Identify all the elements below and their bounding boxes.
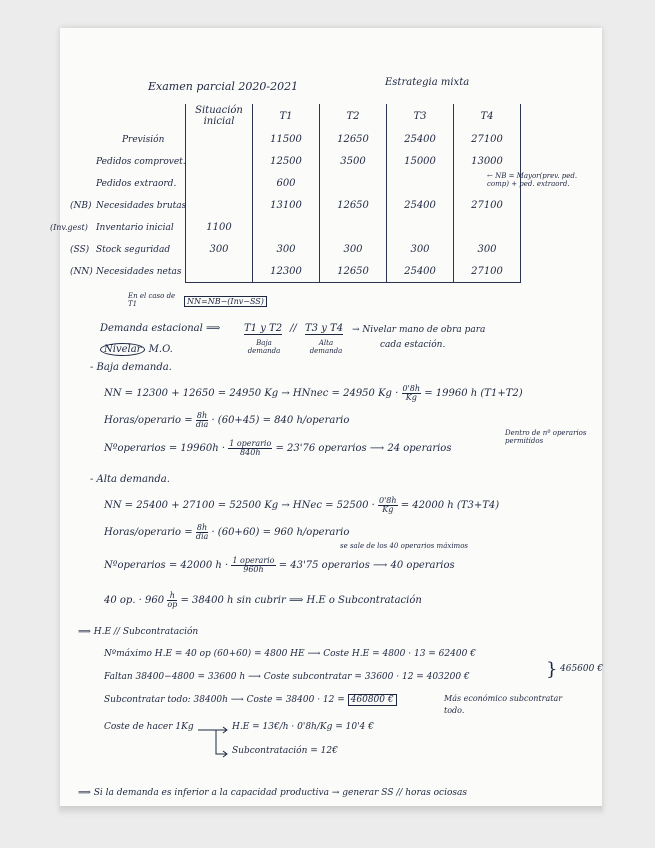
fraction-numerator: h xyxy=(167,592,177,601)
hours-per-worker-label: Horas/operario = xyxy=(104,527,193,538)
exceeds-limit-note: se sale de los 40 operarios máximos xyxy=(340,542,468,550)
table-cell: 12500 xyxy=(253,150,320,172)
worker-per-hours-fraction xyxy=(231,557,275,574)
subcontract-all-line xyxy=(104,695,397,705)
fraction-numerator: 0'8h xyxy=(402,384,421,393)
overtime-cost-line: Nºmáximo H.E = 40 op (60+60) = 4800 HE ⟶ Coste H.E = 4800 · 13 = 62400 € xyxy=(104,649,476,659)
fraction-denominator: día xyxy=(195,532,209,541)
table-cell: 300 xyxy=(454,238,521,260)
table-cell xyxy=(253,216,320,238)
strategy-label: Estrategia mixta xyxy=(385,77,470,88)
hours-per-operator-fraction xyxy=(167,592,177,609)
table-row xyxy=(186,128,521,150)
workers-calc-label: Nºoperarios = 19960h · xyxy=(104,443,226,454)
table-cell: 300 xyxy=(253,238,320,260)
fraction-numerator: 1 operario xyxy=(232,556,275,565)
nivelar-heading xyxy=(100,344,173,355)
table-cell: 300 xyxy=(387,238,454,260)
table-cell xyxy=(186,260,253,283)
overtime-section-title: ⟹ H.E // Subcontratación xyxy=(78,627,199,637)
table-cell: 27100 xyxy=(454,194,521,216)
table-cell: 13100 xyxy=(253,194,320,216)
workers-calc-result: = 23'76 operarios ⟶ 24 operarios xyxy=(275,443,452,454)
nivelar-circled: Nivelar xyxy=(100,343,145,356)
table-row xyxy=(186,216,521,238)
table-cell: 13000 xyxy=(454,150,521,172)
within-limit-note: Dentro de nº operarios permitidos xyxy=(505,429,587,445)
col-header-t2: T2 xyxy=(320,104,387,128)
low-demand-quarters: T1 y T2 xyxy=(244,323,283,334)
high-demand-label: Alta demanda xyxy=(309,339,343,355)
table-cell: 12650 xyxy=(320,194,387,216)
branch-arrows xyxy=(196,724,230,762)
table-cell xyxy=(186,150,253,172)
high-demand-workers-line xyxy=(104,557,455,574)
low-demand-hours-line xyxy=(104,412,349,429)
row-label-nn: Necesidades netas xyxy=(96,267,182,277)
table-cell: 3500 xyxy=(320,150,387,172)
nivelar-heading-rest: M.O. xyxy=(145,344,173,355)
table-cell: 12650 xyxy=(320,128,387,150)
table-cell: 12650 xyxy=(320,260,387,283)
table-cell: 25400 xyxy=(387,260,454,283)
high-demand-hours-line xyxy=(104,524,349,541)
exam-title: Examen parcial 2020-2021 xyxy=(148,80,299,93)
fraction-denominator: 840h xyxy=(240,448,261,457)
level-workforce-note-2: cada estación. xyxy=(380,340,446,350)
row-label-nb: Necesidades brutas xyxy=(96,201,187,211)
subcontract-rest-line: Faltan 38400−4800 = 33600 h ⟶ Coste subcontratar = 33600 · 12 = 403200 € xyxy=(104,672,470,682)
high-demand-rate-fraction xyxy=(378,497,398,514)
row-prefix-inv: (Inv.gest) xyxy=(50,223,88,232)
table-cell: 300 xyxy=(186,238,253,260)
table-cell: 25400 xyxy=(387,194,454,216)
table-row xyxy=(186,238,521,260)
fraction-denominator: Kg xyxy=(382,505,394,514)
unit-cost-title: Coste de hacer 1Kg xyxy=(104,722,194,732)
row-prefix-nn: (NN) xyxy=(70,267,93,277)
hours-per-worker-result: · (60+60) = 960 h/operario xyxy=(211,527,350,538)
row-label-ss: Stock seguridad xyxy=(96,245,171,255)
demand-line: Demanda estacional ⟹ xyxy=(100,323,221,334)
high-demand-nn-line xyxy=(104,497,499,514)
col-header-initial: Situación inicial xyxy=(186,104,253,128)
table-row xyxy=(186,194,521,216)
table-cell: 600 xyxy=(253,172,320,194)
table-cell: 11500 xyxy=(253,128,320,150)
subcontract-all-text: Subcontratar todo: 38400h ⟶ Coste = 38400 · 12 = xyxy=(104,695,345,705)
workers-calc-result: = 43'75 operarios ⟶ 40 operarios xyxy=(278,560,455,571)
conclusion-line: ⟹ Si la demanda es inferior a la capacidad productiva → generar SS // horas ociosas xyxy=(78,788,467,798)
unit-cost-overtime: H.E = 13€/h · 0'8h/Kg = 10'4 € xyxy=(232,722,374,732)
table-cell xyxy=(320,172,387,194)
capacity-line xyxy=(104,592,422,609)
workers-calc-label: Nºoperarios = 42000 h · xyxy=(104,560,229,571)
worker-per-hours-fraction xyxy=(228,440,272,457)
nb-side-note: ← NB = Mayor(prev. ped. comp) + ped. extraord. xyxy=(487,172,578,189)
table-cell: 27100 xyxy=(454,128,521,150)
col-header-t1: T1 xyxy=(253,104,320,128)
table-cell: 300 xyxy=(320,238,387,260)
fraction-numerator: 8h xyxy=(196,411,208,420)
cheaper-note: Más económico subcontratar xyxy=(444,694,563,703)
high-demand-hours-result: = 42000 h (T3+T4) xyxy=(400,500,500,511)
table-cell xyxy=(320,216,387,238)
high-demand-nn-text: NN = 25400 + 27100 = 52500 Kg → HNec = 52500 · xyxy=(104,500,375,511)
fraction-denominator: 960h xyxy=(243,565,264,574)
table-cell xyxy=(186,172,253,194)
unit-cost-subcontract: Subcontratación = 12€ xyxy=(232,746,338,756)
row-label-pedidos-extra: Pedidos extraord. xyxy=(96,179,177,189)
capacity-result: = 38400 h sin cubrir ⟹ H.E o Subcontratación xyxy=(180,595,422,606)
high-demand-quarters: T3 y T4 xyxy=(305,323,344,334)
col-header-t4: T4 xyxy=(454,104,521,128)
demand-separator: // xyxy=(290,323,297,334)
table-cell xyxy=(454,216,521,238)
row-label-inv: Inventario inicial xyxy=(96,223,174,233)
table-row xyxy=(186,150,521,172)
fraction-numerator: 0'8h xyxy=(379,496,397,505)
table-row xyxy=(186,260,521,283)
capacity-calc: 40 op. · 960 xyxy=(104,595,165,606)
fraction-numerator: 1 operario xyxy=(229,439,272,448)
table-cell: 12300 xyxy=(253,260,320,283)
cheaper-note-2: todo. xyxy=(444,706,465,715)
level-workforce-note: → Nivelar mano de obra para xyxy=(352,325,486,335)
low-demand-workers-line xyxy=(104,440,451,457)
total-brace: } xyxy=(546,659,558,680)
col-header-t3: T3 xyxy=(387,104,454,128)
low-demand-label: Baja demanda xyxy=(247,339,281,355)
t1-case-note: En el caso de T1 xyxy=(128,292,176,308)
row-label-pedidos-comp: Pedidos comprovet. xyxy=(96,157,186,167)
table-row xyxy=(186,172,521,194)
low-demand-hours-result: = 19960 h (T1+T2) xyxy=(424,388,523,399)
table-cell: 27100 xyxy=(454,260,521,283)
low-demand-nn-line xyxy=(104,385,523,402)
table-cell: 1100 xyxy=(186,216,253,238)
fraction-denominator: Kg xyxy=(405,393,417,402)
page-shadow xyxy=(60,806,602,816)
hours-per-worker-result: · (60+45) = 840 h/operario xyxy=(211,415,350,426)
subcontract-all-total: 460800 € xyxy=(348,694,397,706)
low-demand-title: - Baja demanda. xyxy=(90,362,172,373)
high-demand-title: - Alta demanda. xyxy=(90,474,170,485)
combined-total: 465600 € xyxy=(560,664,603,674)
table-cell: 15000 xyxy=(387,150,454,172)
row-prefix-ss: (SS) xyxy=(70,245,90,255)
fraction-numerator: 8h xyxy=(196,523,208,532)
hours-per-day-fraction xyxy=(196,524,208,541)
planning-table xyxy=(185,104,521,283)
row-label-prevision: Previsión xyxy=(122,135,165,145)
fraction-denominator: op xyxy=(167,600,178,609)
table-cell xyxy=(387,216,454,238)
low-demand-nn-text: NN = 12300 + 12650 = 24950 Kg → HNnec = 24950 Kg · xyxy=(104,388,399,399)
low-demand-rate-fraction xyxy=(402,385,422,402)
table-cell xyxy=(387,172,454,194)
table-cell: 25400 xyxy=(387,128,454,150)
hours-per-worker-label: Horas/operario = xyxy=(104,415,193,426)
fraction-denominator: día xyxy=(195,420,209,429)
table-cell xyxy=(186,128,253,150)
row-prefix-nb: (NB) xyxy=(70,201,92,211)
hours-per-day-fraction xyxy=(196,412,208,429)
nn-formula-box: NN=NB−(Inv−SS) xyxy=(184,296,267,307)
table-cell xyxy=(186,194,253,216)
